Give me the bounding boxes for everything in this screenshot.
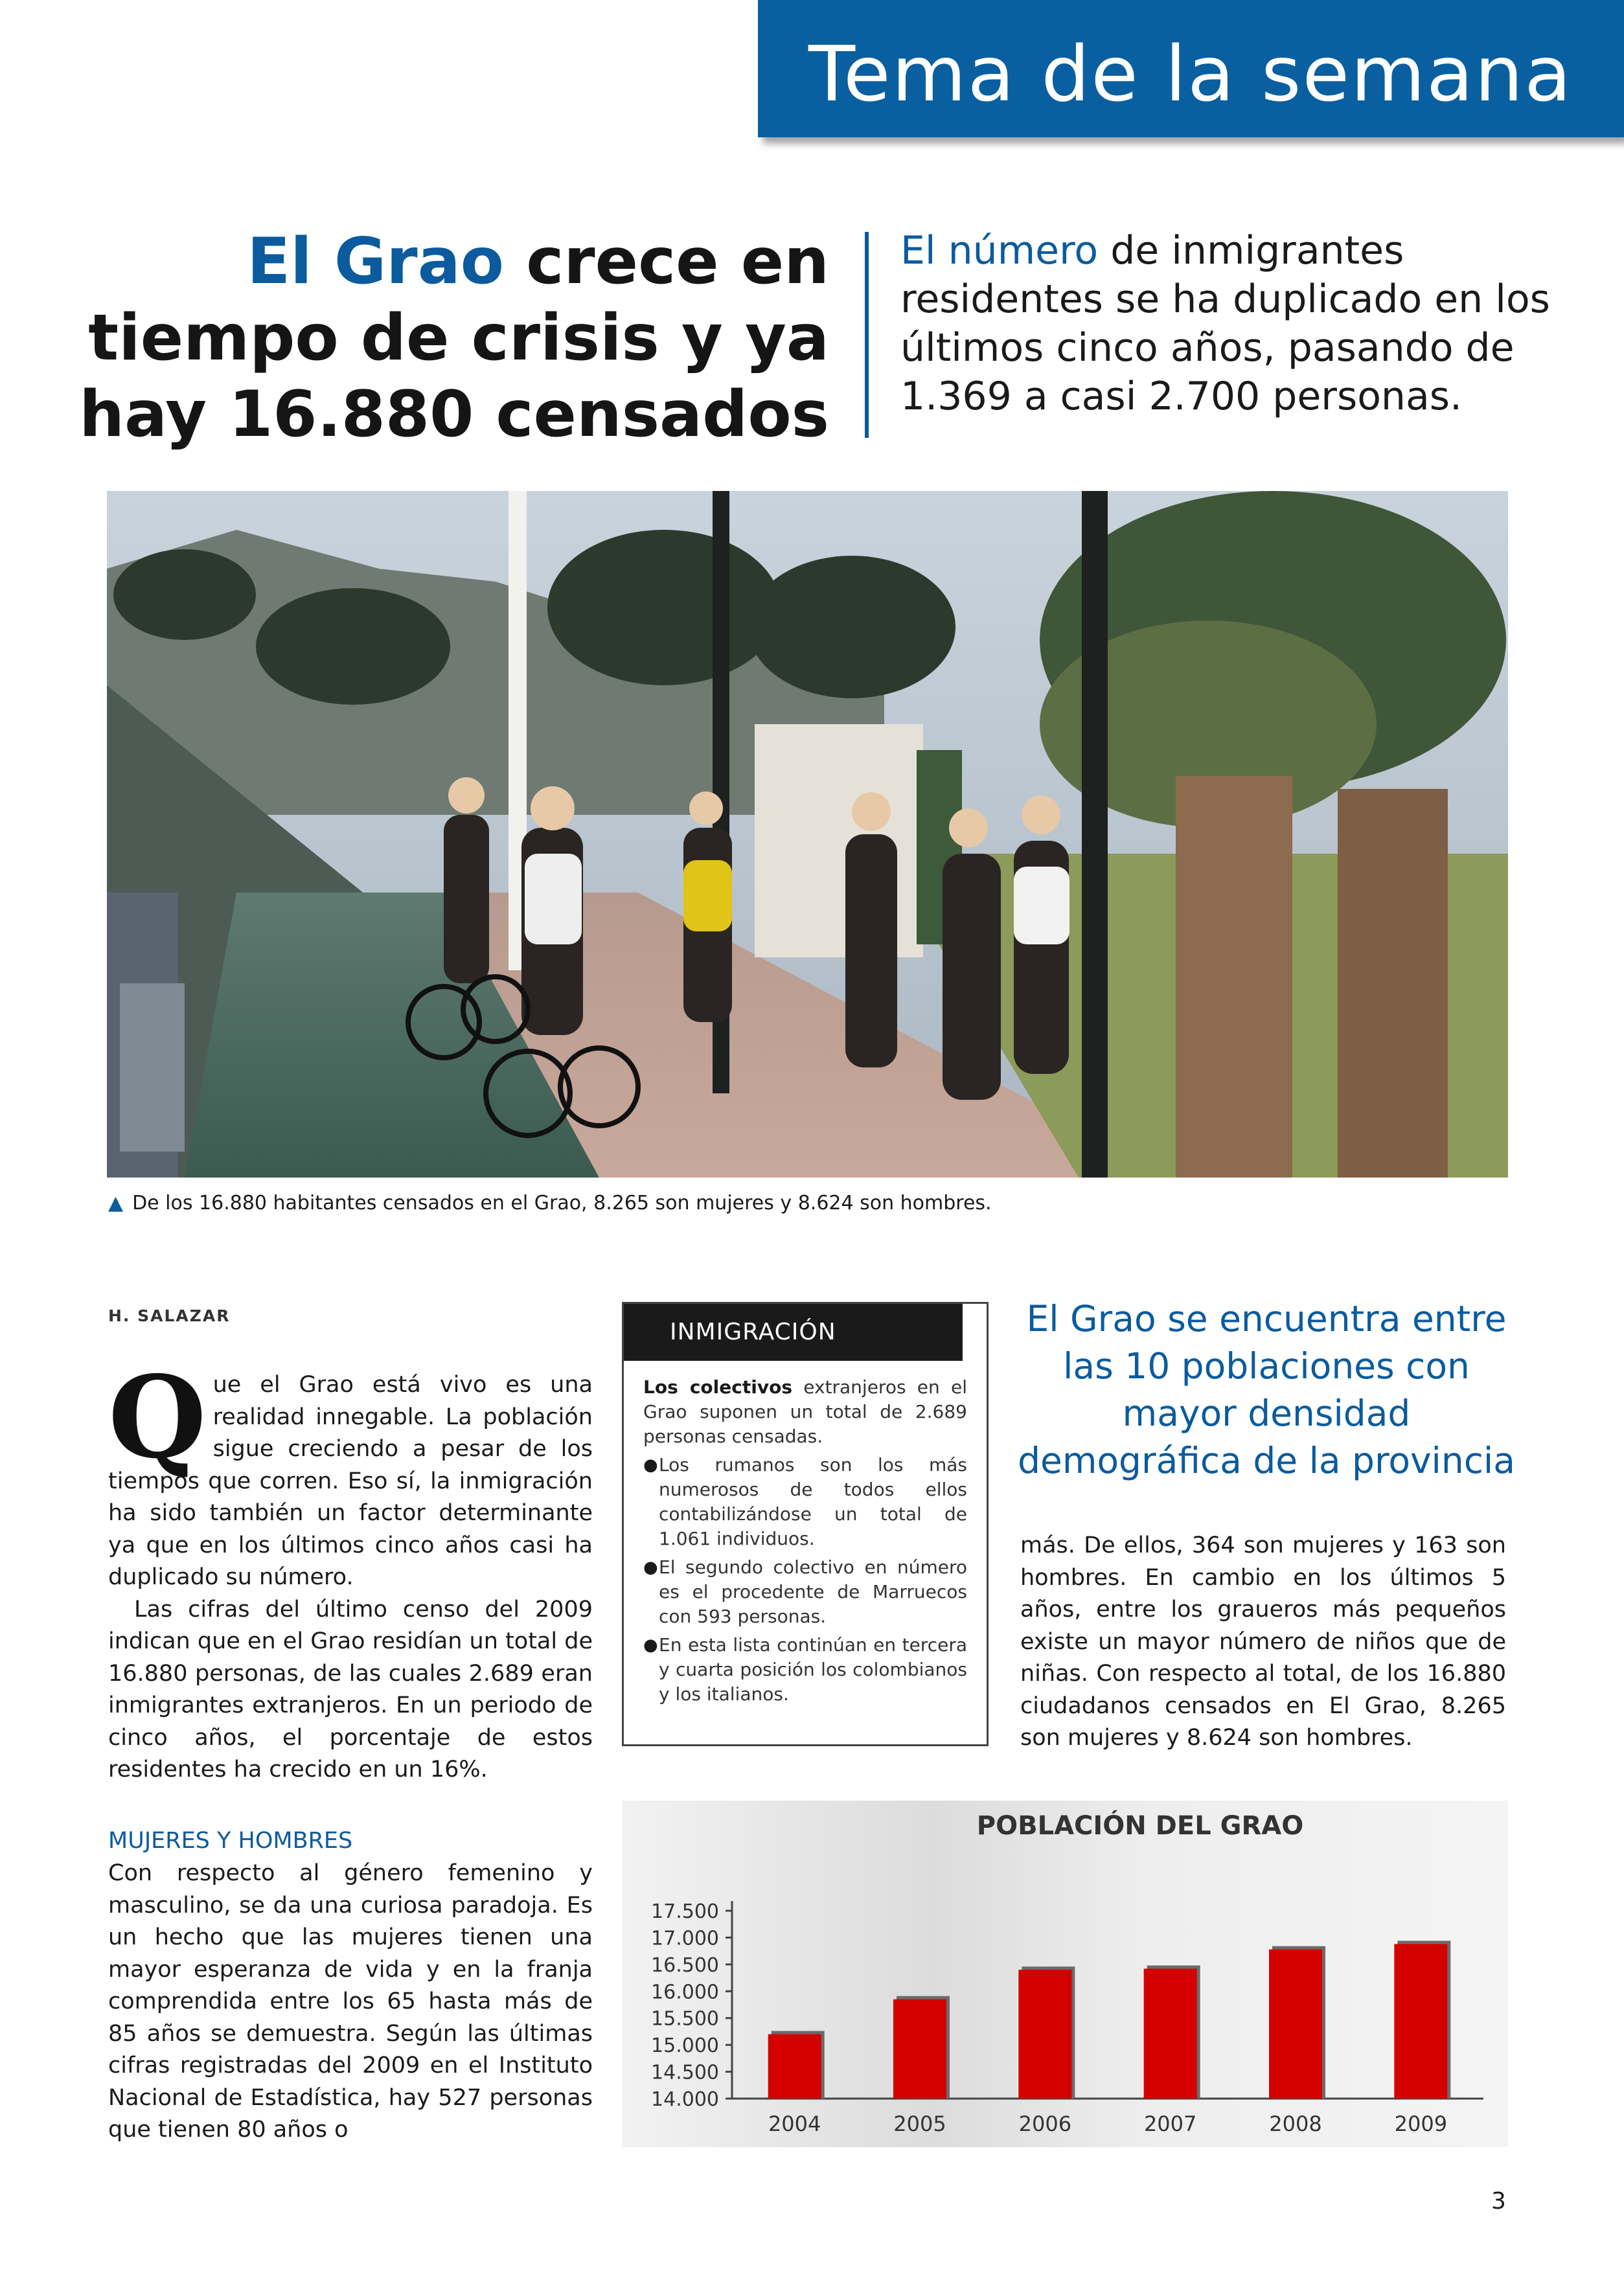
sidebar-bullet-text: El segundo colectivo en número es el procedente de Marruecos con 593 personas.	[659, 1556, 967, 1627]
article-paragraph-1	[108, 1352, 593, 1594]
page-number: 3	[1491, 2188, 1506, 2215]
chart-title: POBLACIÓN DEL GRAO	[976, 1811, 1304, 1841]
headline-highlight: El Grao	[247, 225, 505, 299]
section-title: Tema de la semana	[808, 29, 1573, 119]
x-tick-label: 2004	[768, 2112, 821, 2136]
article-paragraph-2: Las cifras del último censo del 2009 indican que en el Grao residían un total de 16.880 personas, de las cuales 2.689 eran inmigrantes extranjeros. En un periodo de cinco años, el porcentaje de estos residentes ha crecido en un 16%.	[108, 1596, 593, 1783]
bar-2004	[768, 2034, 821, 2099]
y-tick-label: 17.500	[651, 1900, 719, 1923]
sidebar-bullet	[643, 1453, 967, 1551]
sidebar-box	[622, 1302, 989, 1746]
x-tick-label: 2009	[1394, 2112, 1448, 2136]
headline-rest: crece en tiempo de crisis y ya hay 16.880 censados	[79, 225, 829, 451]
headline	[78, 223, 829, 453]
sidebar-body	[643, 1375, 967, 1707]
x-tick-label: 2007	[1143, 2112, 1197, 2136]
y-tick-label: 16.000	[651, 1981, 719, 2004]
y-tick-label: 15.000	[651, 2034, 719, 2058]
sidebar-bullet	[643, 1633, 967, 1707]
x-tick-label: 2005	[893, 2112, 946, 2136]
population-chart	[622, 1801, 1508, 2147]
dropcap: Q	[108, 1352, 207, 1484]
subheadline	[900, 227, 1574, 421]
pull-quote: El Grao se encuentra entre las 10 poblaciones con mayor densidad demográfica de la provincia	[1018, 1298, 1515, 1481]
article-subtitle: MUJERES Y HOMBRES	[108, 1828, 353, 1854]
byline: H. SALAZAR	[108, 1306, 231, 1325]
subheadline-rest: de inmigrantes residentes se ha duplicado en los últimos cinco años, pasando de 1.369 a casi 2.700 personas.	[900, 228, 1550, 419]
bullet-dot-icon: ●	[643, 1455, 658, 1475]
y-tick-label: 14.000	[651, 2088, 719, 2111]
triangle-icon: ▲	[108, 1192, 124, 1214]
sidebar-title: INMIGRACIÓN	[624, 1304, 963, 1361]
paragraph-1-text: ue el Grao está vivo es una realidad innegable. La población sigue creciendo a pesar de los tiempos que corren. Eso sí, la inmigración ha sido también un factor determinante ya que en los últimos cinco años casi ha duplicado su número.	[108, 1372, 593, 1590]
chart-svg	[622, 1801, 1508, 2147]
headline-divider	[865, 232, 869, 438]
article-column-1-continued	[108, 1858, 593, 2147]
y-tick-label: 17.000	[651, 1927, 719, 1950]
bar-2006	[1018, 1970, 1071, 2099]
article-column-3	[1020, 1530, 1506, 1755]
subheadline-highlight: El número	[900, 228, 1099, 273]
article-paragraph-4: más. De ellos, 364 son mujeres y 163 son hombres. En cambio en los últimos 5 años, entre los graueros más pequeños existe un mayor número de niños que de niñas. Con respecto al total, de los 16.880 ciudadanos censados en El Grao, 8.265 son mujeres y 8.624 son hombres.	[1020, 1532, 1506, 1751]
y-tick-label: 14.500	[651, 2061, 719, 2084]
bullet-dot-icon: ●	[643, 1635, 658, 1655]
x-tick-label: 2006	[1018, 2112, 1072, 2136]
sidebar-bullet-text: En esta lista continúan en tercera y cuarta posición los colombianos y los italianos.	[659, 1634, 967, 1705]
bar-2005	[893, 1999, 946, 2099]
sidebar-lead-rest: extranjeros en el Grao suponen un total de 2.689 personas censadas.	[643, 1376, 967, 1447]
main-photo	[107, 491, 1508, 1178]
y-tick-label: 15.500	[651, 2007, 719, 2031]
sidebar-lead	[643, 1375, 967, 1449]
photo-caption-text: De los 16.880 habitantes censados en el Grao, 8.265 son mujeres y 8.624 son hombres.	[132, 1192, 992, 1214]
photo-caption	[108, 1192, 992, 1214]
sidebar-bullet	[643, 1555, 967, 1629]
bullet-dot-icon: ●	[643, 1558, 658, 1577]
y-tick-label: 16.500	[651, 1953, 719, 1977]
article-column-1	[108, 1352, 593, 1786]
bar-2007	[1144, 1968, 1197, 2099]
sidebar-bullet-text: Los rumanos son los más numerosos de todos ellos contabilizándose un total de 1.061 individuos.	[659, 1454, 967, 1549]
bar-2008	[1269, 1950, 1322, 2099]
x-tick-label: 2008	[1269, 2112, 1322, 2136]
bar-2009	[1394, 1944, 1447, 2099]
sidebar-lead-bold: Los colectivos	[643, 1376, 792, 1398]
article-paragraph-3: Con respecto al género femenino y masculino, se da una curiosa paradoja. Es un hecho que las mujeres tienen una mayor esperanza de vida y en la franja comprendida entre los 65 hasta más de 85 años se demuestra. Según las últimas cifras registradas del 2009 en el Instituto Nacional de Estadística, hay 527 personas que tienen 80 años o	[108, 1860, 593, 2143]
